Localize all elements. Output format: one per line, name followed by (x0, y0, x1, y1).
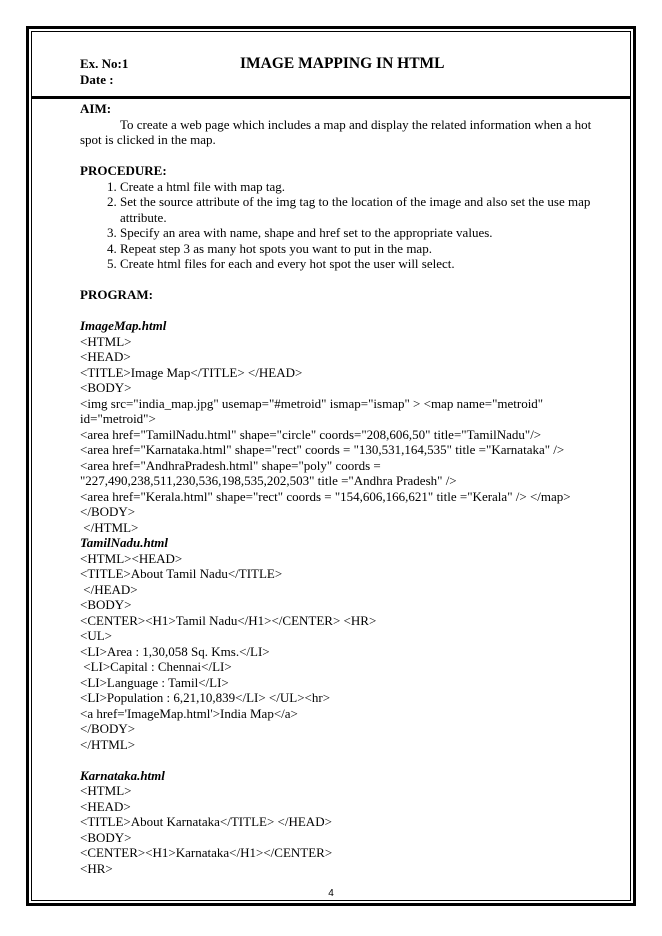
code-line: <CENTER><H1>Tamil Nadu</H1></CENTER> <HR> (80, 612, 377, 628)
code-line: <LI>Capital : Chennai</LI> (80, 659, 232, 674)
procedure-steps (80, 179, 610, 272)
code-line: </BODY> (80, 504, 136, 519)
code-line: <TITLE>About Karnataka</TITLE> </HEAD> (80, 814, 332, 829)
document-body (80, 101, 610, 876)
code-line: <LI>Language : Tamil</LI> (80, 674, 229, 690)
code-line: </HEAD> (80, 581, 138, 597)
code-line: <TITLE>Image Map</TITLE> </HEAD> (80, 364, 303, 380)
procedure-step: 5. Create html files for each and every hot spot the user will select. (120, 256, 610, 272)
header-divider (31, 96, 631, 99)
code-listing-karnataka (80, 768, 610, 877)
procedure-heading: PROCEDURE: (80, 163, 167, 178)
aim-heading: AIM: (80, 101, 112, 116)
code-line: <area href="Kerala.html" shape="rect" coords = "154,606,166,621" title ="Kerala" /> </map> (80, 488, 571, 504)
code-line: </BODY> (80, 721, 136, 736)
code-line: <HTML> (80, 783, 132, 798)
code-line: <HTML><HEAD> (80, 550, 183, 566)
code-line: <HTML> (80, 333, 132, 349)
page-title: IMAGE MAPPING IN HTML (240, 55, 445, 72)
code-line: <TITLE>About Tamil Nadu</TITLE> (80, 566, 283, 581)
code-line: <BODY> (80, 597, 132, 612)
aim-text: To create a web page which includes a map and display the related information when a hot spot is clicked in the map. (80, 116, 592, 147)
code-line: <LI>Population : 6,21,10,839</LI> </UL><hr> (80, 690, 331, 705)
procedure-step: 2. Set the source attribute of the img tag to the location of the image and also set the use map attribute. (120, 194, 610, 225)
procedure-step: 4. Repeat step 3 as many hot spots you want to put in the map. (120, 241, 610, 257)
code-line: <UL> (80, 628, 112, 643)
code-line: <HR> (80, 860, 113, 876)
file-name: ImageMap.html (80, 318, 167, 333)
file-name: TamilNadu.html (80, 535, 169, 550)
code-line: </HTML> (80, 519, 139, 535)
code-line: <area href="TamilNadu.html" shape="circle" coords="208,606,50" title="TamilNadu"/> (80, 426, 542, 442)
page-number: 4 (328, 888, 334, 899)
code-listing-tamilnadu (80, 535, 610, 752)
code-line: <a href='ImageMap.html'>India Map</a> (80, 705, 298, 721)
code-line: <BODY> (80, 829, 132, 845)
date-label: Date : (80, 72, 114, 87)
code-line: <img src="india_map.jpg" usemap="#metroid" ismap="ismap" > <map name="metroid" id="metroid"> (80, 395, 547, 426)
code-listing-imagemap (80, 318, 610, 535)
code-line: <CENTER><H1>Karnataka</H1></CENTER> (80, 845, 333, 860)
exercise-number: Ex. No:1 (80, 56, 129, 71)
procedure-step: 3. Specify an area with name, shape and href set to the appropriate values. (120, 225, 610, 241)
program-heading: PROGRAM: (80, 287, 153, 302)
code-line: </HTML> (80, 736, 136, 752)
code-line: <area href="Karnataka.html" shape="rect" coords = "130,531,164,535" title ="Karnataka" /> (80, 442, 565, 457)
code-line: <BODY> (80, 380, 132, 395)
code-line: <LI>Area : 1,30,058 Sq. Kms.</LI> (80, 643, 270, 659)
code-line: <area href="AndhraPradesh.html" shape="poly" coords = "227,490,238,511,230,536,198,535,202,503" title ="Andhra Pradesh" /> (80, 457, 457, 488)
code-line: <HEAD> (80, 798, 131, 814)
code-line: <HEAD> (80, 349, 131, 364)
procedure-step: 1. Create a html file with map tag. (120, 179, 610, 195)
file-name: Karnataka.html (80, 767, 165, 783)
